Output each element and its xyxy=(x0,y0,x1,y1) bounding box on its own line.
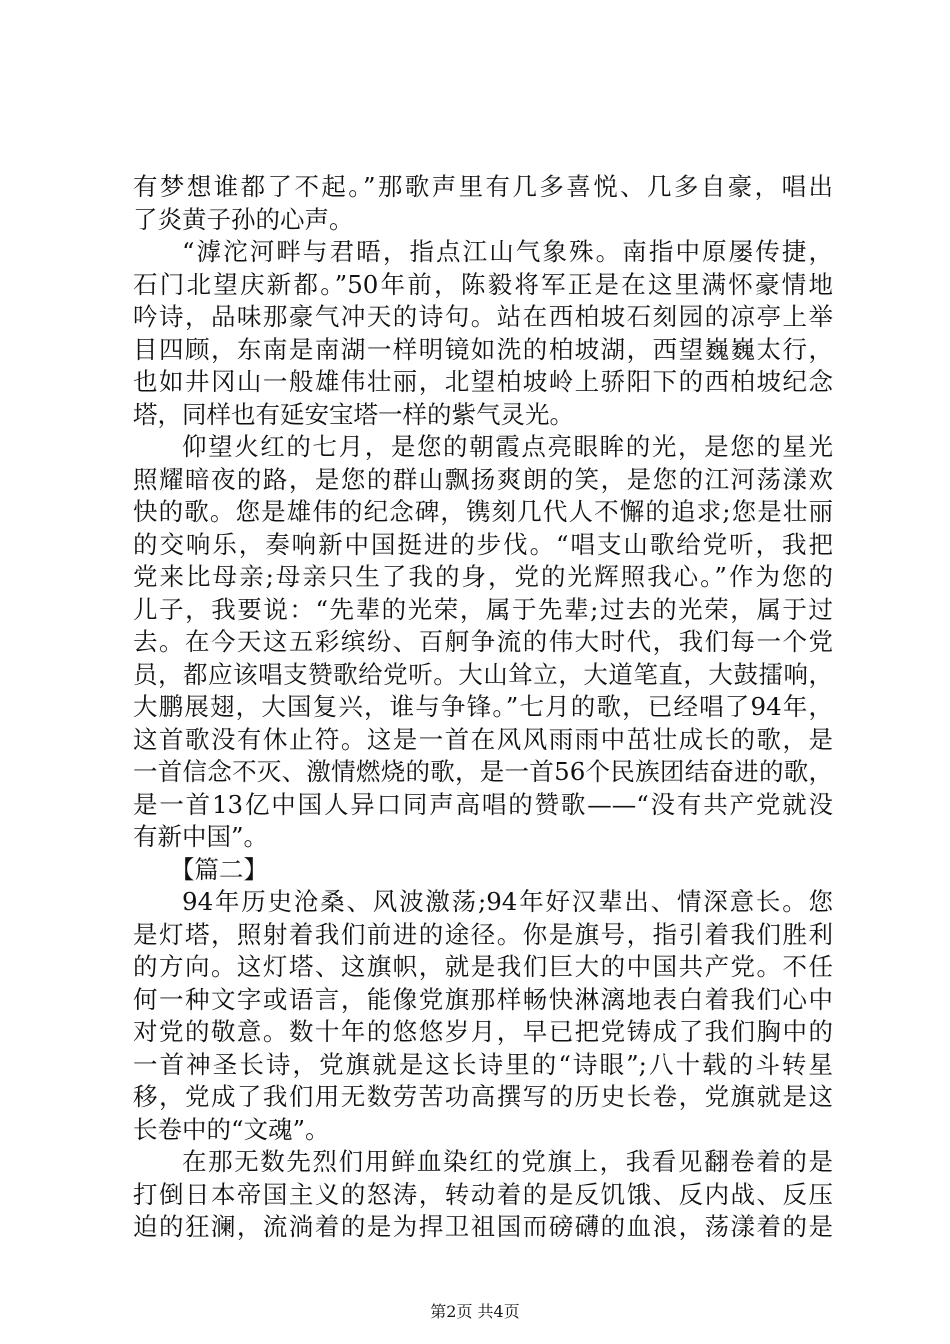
text-line: 移，党成了我们用无数劳苦功高撰写的历史长卷，党旗就是这 xyxy=(133,1082,833,1111)
paragraph-start-line: “滹沱河畔与君晤，指点江山气象殊。南指中原屡传捷， xyxy=(182,237,833,266)
text-line: 这首歌没有休止符。这是一首在风风雨雨中茁壮成长的歌，是 xyxy=(133,724,833,754)
text-line: 迫的狂澜，流淌着的是为捍卫祖国而磅礴的血浪，荡漾着的是 xyxy=(133,1212,833,1241)
section-heading: 【篇二】 xyxy=(170,854,268,884)
text-line: 去。在今天这五彩缤纷、百舸争流的伟大时代，我们每一个党 xyxy=(133,627,833,656)
text-line: 的方向。这灯塔、这旗帜，就是我们巨大的中国共产党。不任 xyxy=(133,952,833,981)
text-line: 一首信念不灭、激情燃烧的歌，是一首56个民族团结奋进的歌， xyxy=(133,757,833,786)
text-line: 何一种文字或语言，能像党旗那样畅快淋漓地表白着我们心中 xyxy=(133,984,833,1014)
text-line: 快的歌。您是雄伟的纪念碑，镌刻几代人不懈的追求;您是壮丽 xyxy=(133,497,833,526)
text-line: 有新中国”。 xyxy=(133,822,269,851)
paragraph-start-line: 在那无数先烈们用鲜血染红的党旗上，我看见翻卷着的是 xyxy=(182,1147,833,1176)
text-line: 是一首13亿中国人异口同声高唱的赞歌——“没有共产党就没 xyxy=(133,789,833,819)
text-line: 长卷中的“文魂”。 xyxy=(133,1114,330,1144)
text-line: 打倒日本帝国主义的怒涛，转动着的是反饥饿、反内战、反压 xyxy=(133,1179,833,1209)
paragraph-start-line: 94年历史沧桑、风波激荡;94年好汉辈出、情深意长。您 xyxy=(182,887,833,916)
text-line: 吟诗，品味那豪气冲天的诗句。站在西柏坡石刻园的凉亭上举 xyxy=(133,302,833,331)
text-line: 党来比母亲;母亲只生了我的身，党的光辉照我心。”作为您的 xyxy=(133,562,833,591)
page-number-label: 第2页 共4页 xyxy=(430,1302,520,1321)
text-line: 有梦想谁都了不起。”那歌声里有几多喜悦、几多自豪，唱出 xyxy=(133,172,833,201)
page-footer xyxy=(0,1302,950,1322)
text-line: 照耀暗夜的路，是您的群山飘扬爽朗的笑，是您的江河荡漾欢 xyxy=(133,464,833,494)
text-line: 塔，同样也有延安宝塔一样的紫气灵光。 xyxy=(133,399,574,429)
text-line: 石门北望庆新都。”50年前，陈毅将军正是在这里满怀豪情地 xyxy=(133,269,833,299)
text-line: 是灯塔，照射着我们前进的途径。你是旗号，指引着我们胜利 xyxy=(133,919,833,949)
paragraph-start-line: 仰望火红的七月，是您的朝霞点亮眼眸的光，是您的星光 xyxy=(182,432,833,461)
text-line: 了炎黄子孙的心声。 xyxy=(133,204,354,234)
text-line: 的交响乐，奏响新中国挺进的步伐。“唱支山歌给党听，我把 xyxy=(133,529,833,559)
text-line: 对党的敬意。数十年的悠悠岁月，早已把党铸成了我们胸中的 xyxy=(133,1017,833,1046)
document-body xyxy=(133,171,833,1244)
text-line: 也如井冈山一般雄伟壮丽，北望柏坡岭上骄阳下的西柏坡纪念 xyxy=(133,367,833,396)
text-line: 大鹏展翅，大国复兴，谁与争锋。”七月的歌，已经唱了94年， xyxy=(133,692,833,721)
text-line: 目四顾，东南是南湖一样明镜如洗的柏坡湖，西望巍巍太行， xyxy=(133,334,833,364)
text-line: 员，都应该唱支赞歌给党听。大山耸立，大道笔直，大鼓擂响， xyxy=(133,659,833,689)
text-line: 儿子，我要说：“先辈的光荣，属于先辈;过去的光荣，属于过 xyxy=(133,594,833,624)
text-line: 一首神圣长诗，党旗就是这长诗里的“诗眼”;八十载的斗转星 xyxy=(133,1049,833,1079)
